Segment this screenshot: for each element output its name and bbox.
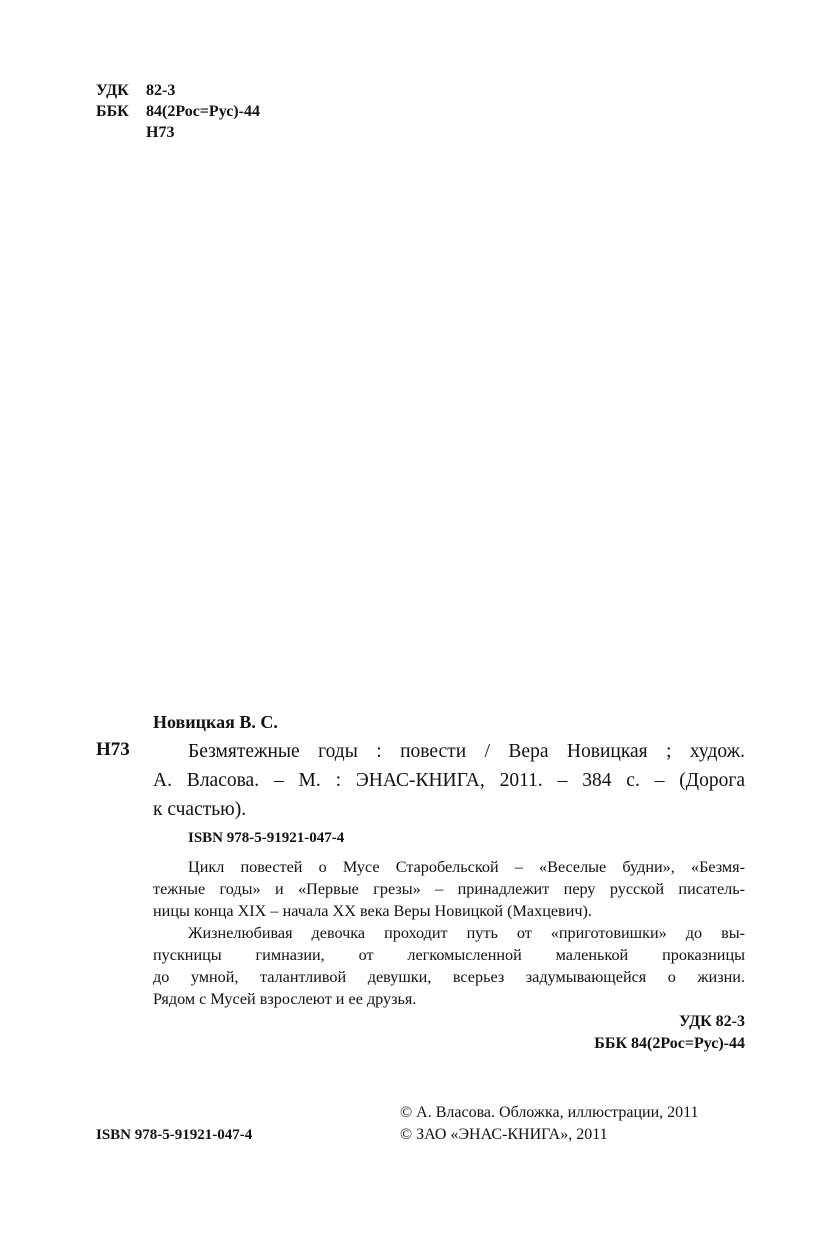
bibliographic-entry xyxy=(153,737,745,824)
udk-row xyxy=(96,80,260,101)
udk-value: 82-3 xyxy=(146,82,176,99)
annotation-line: ницы конца XIX – начала XX века Веры Новицкой (Махцевич). xyxy=(153,902,592,920)
footer-isbn: ISBN 978-5-91921-047-4 xyxy=(96,1127,253,1143)
copyright-illustrator: © А. Власова. Обложка, иллюстрации, 2011 xyxy=(400,1104,699,1121)
annotation-line: тежные годы» и «Первые грезы» – принадлежит перу русской писатель- xyxy=(153,880,745,898)
annotation-line: Рядом с Мусей взрослеют и ее друзья. xyxy=(153,990,417,1008)
entry-line: Безмятежные годы : повести / Вера Новицкая ; худож. xyxy=(188,741,745,762)
cutter-number: Н73 xyxy=(146,124,175,141)
bbk-value: 84(2Рос=Рус)-44 xyxy=(146,103,260,120)
bbk-label: ББК xyxy=(96,103,129,120)
entry-line: А. Власова. – М. : ЭНАС-КНИГА, 2011. – 384 с. – (Дорога xyxy=(153,770,745,791)
author-heading: Новицкая В. С. xyxy=(153,712,278,732)
annotation-line: до умной, талантливой девушки, всерьез задумывающейся о жизни. xyxy=(153,968,745,986)
annotation xyxy=(153,856,745,1010)
bottom-classification-block xyxy=(594,1011,745,1055)
bbk-row xyxy=(96,101,260,122)
entry-isbn: ISBN 978-5-91921-047-4 xyxy=(188,830,345,846)
entry-line: к счастью). xyxy=(153,799,247,820)
udk-label: УДК xyxy=(96,82,129,99)
top-classification-block xyxy=(96,80,260,143)
cutter-row xyxy=(96,122,260,143)
bottom-udk: УДК 82-3 xyxy=(678,1013,745,1030)
copyright-publisher: © ЗАО «ЭНАС-КНИГА», 2011 xyxy=(400,1126,608,1143)
entry-cutter-number: Н73 xyxy=(96,739,130,760)
annotation-line: Жизнелюбивая девочка проходит путь от «приготовишки» до вы- xyxy=(188,924,745,942)
copyright-block xyxy=(400,1102,699,1146)
annotation-line: пускницы гимназии, от легкомысленной маленькой проказницы xyxy=(153,946,745,964)
bottom-bbk: ББК 84(2Рос=Рус)-44 xyxy=(594,1035,745,1052)
annotation-line: Цикл повестей о Мусе Старобельской – «Веселые будни», «Безмя- xyxy=(188,858,745,876)
